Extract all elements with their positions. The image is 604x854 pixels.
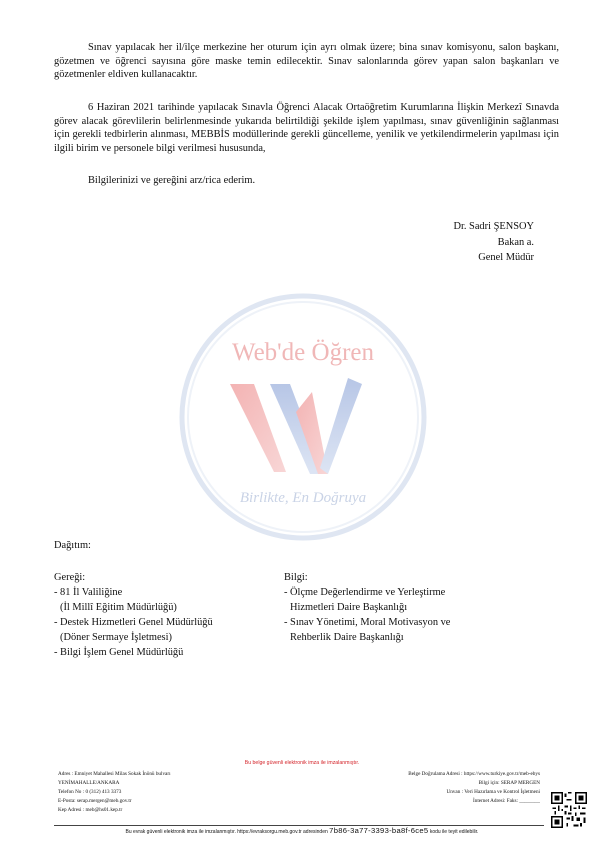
verify-code: 7b86-3a77-3393-ba8f-6ce5 xyxy=(329,826,429,835)
webde-ogren-watermark xyxy=(178,292,428,542)
action-list-title: Gereği: xyxy=(54,572,86,583)
info-list-title: Bilgi: xyxy=(284,572,308,583)
paragraph-exam-instructions xyxy=(54,101,559,155)
footer-web-fax: İnternet Adresi: Faks: ________ xyxy=(473,798,540,804)
paragraph-masks xyxy=(54,41,559,82)
footer-contact-person: Bilgi için: SERAP MERGEN xyxy=(478,780,540,786)
watermark-brand-text: Web'de Öğren xyxy=(231,339,375,366)
closing-sentence: Bilgilerinizi ve gereğini arz/rica ederim. xyxy=(88,175,256,186)
footer-contact-title: Unvan : Veri Hazırlama ve Kontrol İşletmeni xyxy=(446,789,540,795)
signatory-role: Bakan a. xyxy=(497,236,534,248)
footer-phone: Telefon No : 0 (312) 413 3373 xyxy=(58,789,122,795)
footer-verification xyxy=(408,770,540,806)
qr-code-icon xyxy=(551,792,587,828)
action-item: (Döner Sermaye İşletmesi) xyxy=(60,632,172,643)
watermark-slogan: Birlikte, En Doğruya xyxy=(239,490,367,506)
distribution-title: Dağıtım: xyxy=(54,540,91,551)
esign-note: Bu belge güvenli elektronik imza ile imzalanmıştır. xyxy=(244,760,360,766)
action-item: (İl Millî Eğitim Müdürlüğü) xyxy=(60,602,177,613)
verify-suffix: kodu ile teyit edilebilir. xyxy=(429,829,479,835)
paragraph-masks-text: Sınav yapılacak her il/ilçe merkezine her oturum için ayrı olmak üzere; bina sınav komisyonu, salon başkanı, gözetmen ve öğrenci sayısına göre maske temin edilecektir. Sınav salonlarında görev yapan salon başkanları ve gözetmenler eldiven kullanacaktır. xyxy=(54,42,559,81)
distribution-action-list xyxy=(54,570,284,660)
watermark-w-stroke-4 xyxy=(320,378,362,474)
signature-block xyxy=(453,219,534,266)
action-item: - Bilgi İşlem Genel Müdürlüğü xyxy=(54,647,184,658)
action-item: - Destek Hizmetleri Genel Müdürlüğü xyxy=(54,617,213,628)
verify-prefix: Bu evrak güvenli elektronik imza ile imzalanmıştır. https://evraksorgu.meb.gov.tr adresinden xyxy=(125,829,328,835)
info-item: Rehberlik Daire Başkanlığı xyxy=(290,632,404,643)
paragraph-exam-text: 6 Haziran 2021 tarihinde yapılacak Sınavla Öğrenci Alacak Ortaöğretim Kurumlarına İlişkin Merkezî Sınavda görev alacak görevlilerin belirlenmesinde yukarıda belirtildiği şekilde işlem yapılması, sınav güvenliğinin sağlanması için gerekli tedbirlerin alınması, MEBBİS modüllerinde gerekli güncelleme, yenilik ve yetkilendirmelerin yapılması için ilgili birim ve personele bilgi verilmesi hususunda, xyxy=(54,102,559,154)
footer-email: E-Posta: serap.mergen@meb.gov.tr xyxy=(58,798,132,804)
signatory-name: Dr. Sadri ŞENSOY xyxy=(453,221,534,232)
footer-kep: Kep Adresi : meb@hs01.kep.tr xyxy=(58,807,123,813)
footer-address: Adres : Emniyet Mahallesi Milas Sokak İnönü bulvarı xyxy=(58,771,171,777)
footer-contact xyxy=(58,770,171,815)
info-item: - Sınav Yönetimi, Moral Motivasyon ve xyxy=(284,617,451,628)
action-item: - 81 İl Valiliğine xyxy=(54,587,123,598)
distribution-info-list xyxy=(284,570,544,645)
footer-verify-url: Belge Doğrulama Adresi : https://www.turkiye.gov.tr/meb-ebys xyxy=(408,771,540,777)
signatory-title: Genel Müdür xyxy=(478,252,534,263)
footer-city: YENİMAHALLE/ANKARA xyxy=(58,780,120,786)
info-item: Hizmetleri Daire Başkanlığı xyxy=(290,602,408,613)
info-item: - Ölçme Değerlendirme ve Yerleştirme xyxy=(284,587,446,598)
footer-verify-line xyxy=(0,826,604,835)
